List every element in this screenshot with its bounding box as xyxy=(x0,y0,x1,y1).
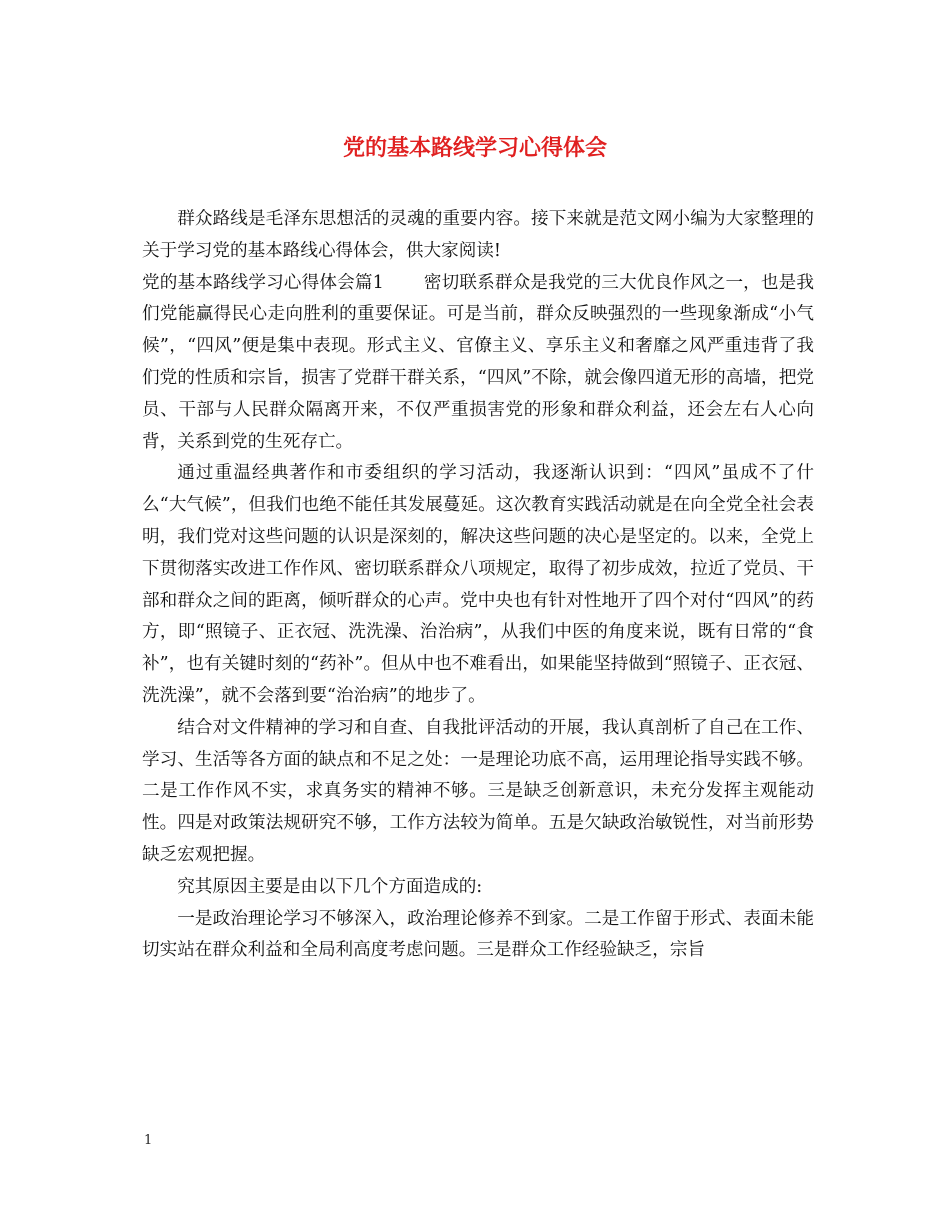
page-number: 1 xyxy=(144,1133,153,1148)
document-body xyxy=(142,204,814,967)
section-first-paragraph xyxy=(142,268,814,459)
body-paragraph: 一是政治理论学习不够深入，政治理论修养不到家。二是工作留于形式、表面未能切实站在群众利益和全局利高度考虑问题。三是群众工作经验缺乏，宗旨 xyxy=(142,908,814,961)
body-paragraph: 结合对文件精神的学习和自查、自我批评活动的开展，我认真剖析了自己在工作、学习、生活等各方面的缺点和不足之处：一是理论功底不高，运用理论指导实践不够。二是工作作风不实，求真务实的精神不够。三是缺乏创新意识，未充分发挥主观能动性。四是对政策法规研究不够，工作方法较为简单。五是欠缺政治敏锐性，对当前形势缺乏宏观把握。 xyxy=(142,717,814,865)
paragraph-text: 密切联系群众是我党的三大优良作风之一，也是我们党能赢得民心走向胜利的重要保证。可是当前，群众反映强烈的一些现象渐成“小气候”，“四风”便是集中表现。形式主义、官僚主义、享乐主义和奢靡之风严重违背了我们党的性质和宗旨，损害了党群干群关系，“四风”不除，就会像四道无形的高墙，把党员、干部与人民群众隔离开来，不仅严重损害党的形象和群众利益，还会左右人心向背，关系到党的生死存亡。 xyxy=(142,272,814,452)
section-heading: 党的基本路线学习心得体会篇1 xyxy=(142,272,384,293)
page-title: 党的基本路线学习心得体会 xyxy=(342,135,607,161)
intro-paragraph: 群众路线是毛泽东思想活的灵魂的重要内容。接下来就是范文网小编为大家整理的关于学习党的基本路线心得体会，供大家阅读! xyxy=(142,209,814,261)
body-paragraph: 通过重温经典著作和市委组织的学习活动，我逐渐认识到：“四风”虽成不了什么“大气候”，但我们也绝不能任其发展蔓延。这次教育实践活动就是在向全党全社会表明，我们党对这些问题的认识是深刻的，解决这些问题的决心是坚定的。以来，全党上下贯彻落实改进工作作风、密切联系群众八项规定，取得了初步成效，拉近了党员、干部和群众之间的距离，倾听群众的心声。党中央也有针对性地开了四个对付“四风”的药方，即“照镜子、正衣冠、洗洗澡、治治病”，从我们中医的角度来说，既有日常的“食补”，也有关键时刻的“药补”。但从中也不难看出，如果能坚持做到“照镜子、正衣冠、洗洗澡”，就不会落到要“治治病”的地步了。 xyxy=(142,463,814,706)
body-paragraph: 究其原因主要是由以下几个方面造成的: xyxy=(177,876,483,897)
